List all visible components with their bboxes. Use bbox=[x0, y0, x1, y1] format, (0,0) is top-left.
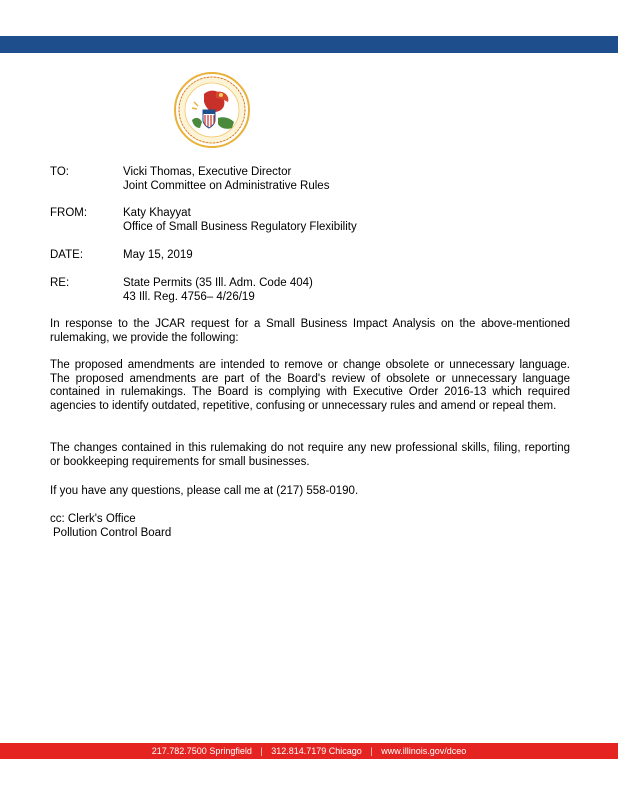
from-label: FROM: bbox=[50, 207, 88, 219]
footer-phone-chicago: 312.814.7179 bbox=[271, 746, 327, 756]
contact-paragraph: If you have any questions, please call me at (217) 558-0190. bbox=[50, 485, 359, 497]
footer-city-chicago: Chicago bbox=[328, 746, 362, 756]
re-value bbox=[123, 276, 563, 304]
to-organization: Joint Committee on Administrative Rules bbox=[123, 180, 330, 192]
footer-website-link[interactable]: www.illinois.gov/dceo bbox=[381, 746, 467, 756]
re-label: RE: bbox=[50, 277, 70, 289]
footer-bar bbox=[0, 743, 618, 759]
header-bar bbox=[0, 36, 618, 53]
to-value bbox=[123, 165, 563, 193]
from-value bbox=[123, 206, 563, 234]
illinois-state-seal-icon bbox=[174, 72, 250, 148]
cc-line-board: Pollution Control Board bbox=[53, 526, 172, 539]
footer-separator: | bbox=[370, 746, 373, 756]
from-office: Office of Small Business Regulatory Flexibility bbox=[123, 221, 357, 233]
footer-separator: | bbox=[260, 746, 263, 756]
re-register: 43 Ill. Reg. 4756– 4/26/19 bbox=[123, 291, 255, 303]
impact-paragraph: The changes contained in this rulemaking do not require any new professional skills, filing, reporting or bookkeeping requirements for small businesses. bbox=[50, 442, 570, 468]
footer-phone-springfield: 217.782.7500 bbox=[151, 746, 207, 756]
footer-city-springfield: Springfield bbox=[209, 746, 252, 756]
date-label: DATE: bbox=[50, 249, 84, 261]
cc-block bbox=[50, 513, 570, 540]
intro-paragraph: In response to the JCAR request for a Small Business Impact Analysis on the above-mentioned rulemaking, we provide the following: bbox=[50, 318, 570, 344]
re-subject: State Permits (35 Ill. Adm. Code 404) bbox=[123, 277, 313, 289]
from-sender: Katy Khayyat bbox=[123, 207, 191, 219]
to-recipient: Vicki Thomas, Executive Director bbox=[123, 166, 292, 178]
amendments-paragraph: The proposed amendments are intended to remove or change obsolete or unnecessary language. The proposed amendments are part of the Board's review of obsolete or unnecessary language contained in rulemakings. The Board is complying with Executive Order 2016-13 which required agencies to identify outdated, repetitive, confusing or unnecessary rules and amend or repeal them. bbox=[50, 359, 570, 412]
to-label: TO: bbox=[50, 166, 69, 178]
cc-line-clerk: cc: Clerk's Office bbox=[50, 513, 136, 525]
date-value: May 15, 2019 bbox=[123, 249, 193, 261]
